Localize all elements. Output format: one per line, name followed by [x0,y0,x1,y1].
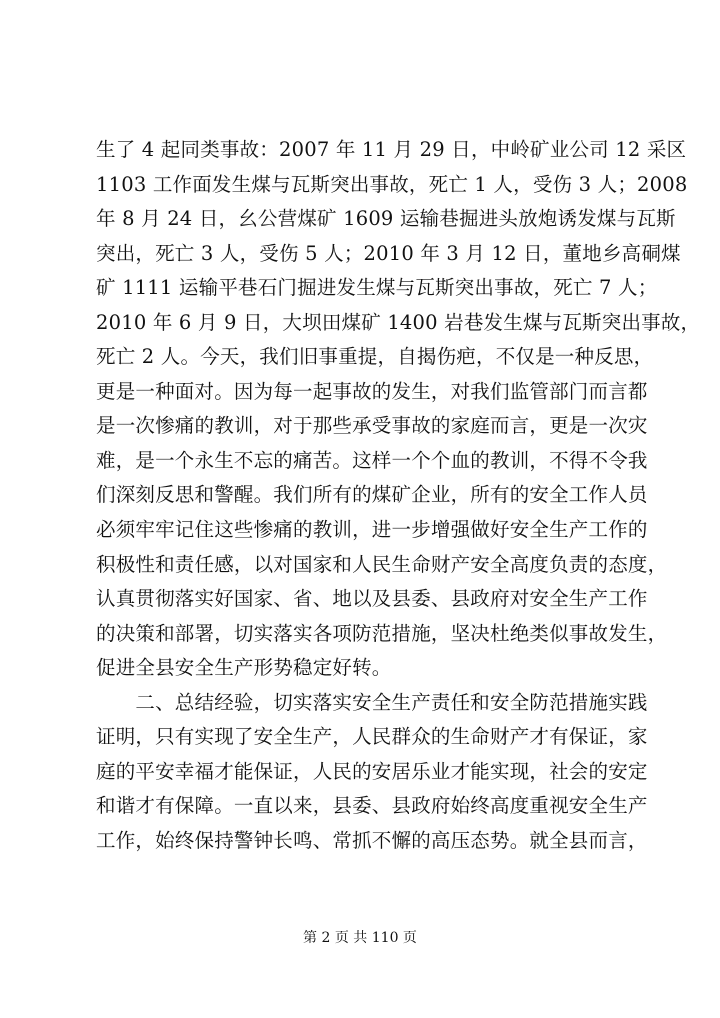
body-text [96,133,701,858]
text-line: 矿 1111 运输平巷石门掘进发生煤与瓦斯突出事故，死亡 7 人； [96,276,658,300]
text-line: 2010 年 6 月 9 日，大坝田煤矿 1400 岩巷发生煤与瓦斯突出事故， [96,310,701,334]
text-line: 必须牢牢记住这些惨痛的教训，进一步增强做好安全生产工作的 [96,518,648,542]
text-line: 是一次惨痛的教训，对于那些承受事故的家庭而言，更是一次灾 [96,414,648,438]
text-line: 庭的平安幸福才能保证，人民的安居乐业才能实现，社会的安定 [96,759,648,783]
text-line: 年 8 月 24 日，幺公营煤矿 1609 运输巷掘进头放炮诱发煤与瓦斯 [96,207,676,231]
text-line: 生了 4 起同类事故：2007 年 11 月 29 日，中岭矿业公司 12 采区 [96,138,687,161]
text-line: 突出，死亡 3 人，受伤 5 人；2010 年 3 月 12 日，董地乡高硐煤 [96,241,681,265]
section-heading-line: 二、总结经验，切实落实安全生产责任和安全防范措施实践 [96,690,648,714]
text-line: 证明，只有实现了安全生产，人民群众的生命财产才有保证，家 [96,725,648,749]
text-line: 积极性和责任感，以对国家和人民生命财产安全高度负责的态度， [96,552,668,576]
page-footer: 第 2 页 共 110 页 [303,930,417,946]
text-line: 1103 工作面发生煤与瓦斯突出事故，死亡 1 人，受伤 3 人；2008 [96,172,688,196]
text-line: 们深刻反思和警醒。我们所有的煤矿企业，所有的安全工作人员 [96,483,648,507]
text-line: 认真贯彻落实好国家、省、地以及县委、县政府对安全生产工作 [96,587,648,611]
text-line: 和谐才有保障。一直以来，县委、县政府始终高度重视安全生产 [96,794,648,818]
text-line: 的决策和部署，切实落实各项防范措施，坚决杜绝类似事故发生， [96,621,668,645]
text-line: 死亡 2 人。今天，我们旧事重提，自揭伤疤，不仅是一种反思， [96,345,654,369]
paragraph-end-line: 促进全县安全生产形势稳定好转。 [96,656,392,680]
text-line: 难，是一个永生不忘的痛苦。这样一个个血的教训，不得不令我 [96,448,648,472]
text-line: 工作，始终保持警钟长鸣、常抓不懈的高压态势。就全县而言， [96,828,648,852]
text-line: 更是一种面对。因为每一起事故的发生，对我们监管部门而言都 [96,379,648,403]
